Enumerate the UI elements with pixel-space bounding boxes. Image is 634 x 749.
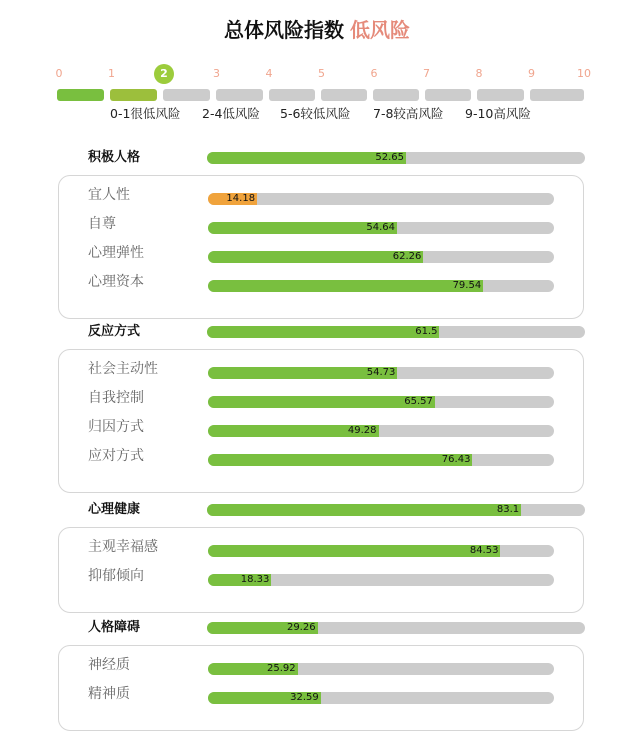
scale-number: 7: [423, 67, 430, 80]
item-label: 自尊: [88, 216, 116, 232]
scale-label: 9-10高风险: [465, 106, 531, 121]
bar-value-label: 83.1: [496, 504, 520, 515]
bar-value-label: 54.64: [366, 222, 396, 233]
item-bar: [208, 367, 554, 379]
item-label: 应对方式: [88, 448, 144, 464]
item-label: 心理弹性: [88, 245, 144, 261]
bar-fill: [208, 545, 500, 557]
item-bar: [208, 663, 554, 675]
group-title: 积极人格: [88, 150, 141, 165]
scale-label: 5-6较低风险: [280, 106, 351, 121]
group-title: 心理健康: [88, 502, 141, 517]
item-label: 主观幸福感: [88, 539, 158, 555]
scale-number: 1: [108, 67, 115, 80]
item-label: 精神质: [88, 686, 130, 702]
group-bar: [207, 326, 585, 338]
item-label: 神经质: [88, 657, 130, 673]
item-bar: [208, 280, 554, 292]
bar-value-label: 29.26: [286, 622, 316, 633]
item-label: 宜人性: [88, 187, 130, 203]
scale-segment: [425, 89, 471, 101]
item-bar: [208, 251, 554, 263]
bar-value-label: 18.33: [240, 574, 270, 585]
group-bar: [207, 152, 585, 164]
scale-number: 0: [55, 67, 63, 80]
scale-label: 2-4低风险: [202, 106, 260, 121]
scale-segment: [477, 89, 524, 101]
bar-value-label: 61.5: [415, 326, 438, 337]
group-title: 反应方式: [88, 324, 141, 339]
bar-value-label: 54.73: [366, 367, 396, 378]
item-bar: [208, 692, 554, 704]
bar-value-label: 32.59: [290, 692, 319, 703]
group-bar: [207, 622, 585, 634]
group-box: [58, 645, 584, 731]
item-bar: [208, 574, 554, 586]
group-title: 人格障碍: [88, 620, 141, 635]
bar-value-label: 65.57: [404, 396, 433, 407]
scale-segment: [321, 89, 367, 101]
item-label: 自我控制: [88, 390, 144, 406]
bar-value-label: 49.28: [347, 425, 377, 436]
scale-number: 5: [318, 67, 325, 80]
bar-value-label: 52.65: [375, 152, 405, 163]
bar-value-label: 79.54: [452, 280, 482, 291]
bar-value-label: 14.18: [226, 193, 256, 204]
scale-number: 6: [370, 67, 378, 80]
item-bar: [208, 545, 554, 557]
scale-segment: [530, 89, 584, 101]
scale-segment: [163, 89, 210, 101]
scale-segment: [216, 89, 263, 101]
item-bar: [208, 425, 554, 437]
page-title: [0, 14, 634, 43]
bar-fill: [208, 454, 472, 466]
scale-number: 10: [577, 67, 591, 80]
group-bar: [207, 504, 585, 516]
item-bar: [208, 454, 554, 466]
bar-value-label: 25.92: [267, 663, 296, 674]
bar-value-label: 76.43: [441, 454, 471, 465]
scale-number: 8: [475, 67, 483, 80]
item-bar: [208, 222, 554, 234]
scale-segment: [110, 89, 157, 101]
item-label: 抑郁倾向: [88, 568, 144, 584]
title-main: 总体风险指数: [224, 18, 344, 42]
scale-number: 9: [528, 67, 535, 80]
scale-segment: [57, 89, 104, 101]
item-bar: [208, 193, 554, 205]
bar-fill: [208, 251, 423, 263]
item-label: 社会主动性: [88, 361, 158, 377]
scale-segment: [269, 89, 315, 101]
scale-label: 7-8较高风险: [373, 106, 444, 121]
scale-number: 3: [213, 67, 220, 80]
bar-fill: [208, 396, 435, 408]
risk-level: 低风险: [350, 18, 410, 42]
bar-fill: [208, 280, 483, 292]
bar-value-label: 84.53: [469, 545, 499, 556]
scale-number: 2: [154, 64, 174, 84]
bar-fill: [207, 504, 521, 516]
item-label: 心理资本: [88, 274, 144, 290]
item-label: 归因方式: [88, 419, 144, 435]
bar-fill: [207, 326, 439, 338]
scale-label: 0-1很低风险: [110, 106, 181, 121]
scale-segment: [373, 89, 419, 101]
item-bar: [208, 396, 554, 408]
bar-value-label: 62.26: [392, 251, 422, 262]
scale-number: 4: [265, 67, 273, 80]
